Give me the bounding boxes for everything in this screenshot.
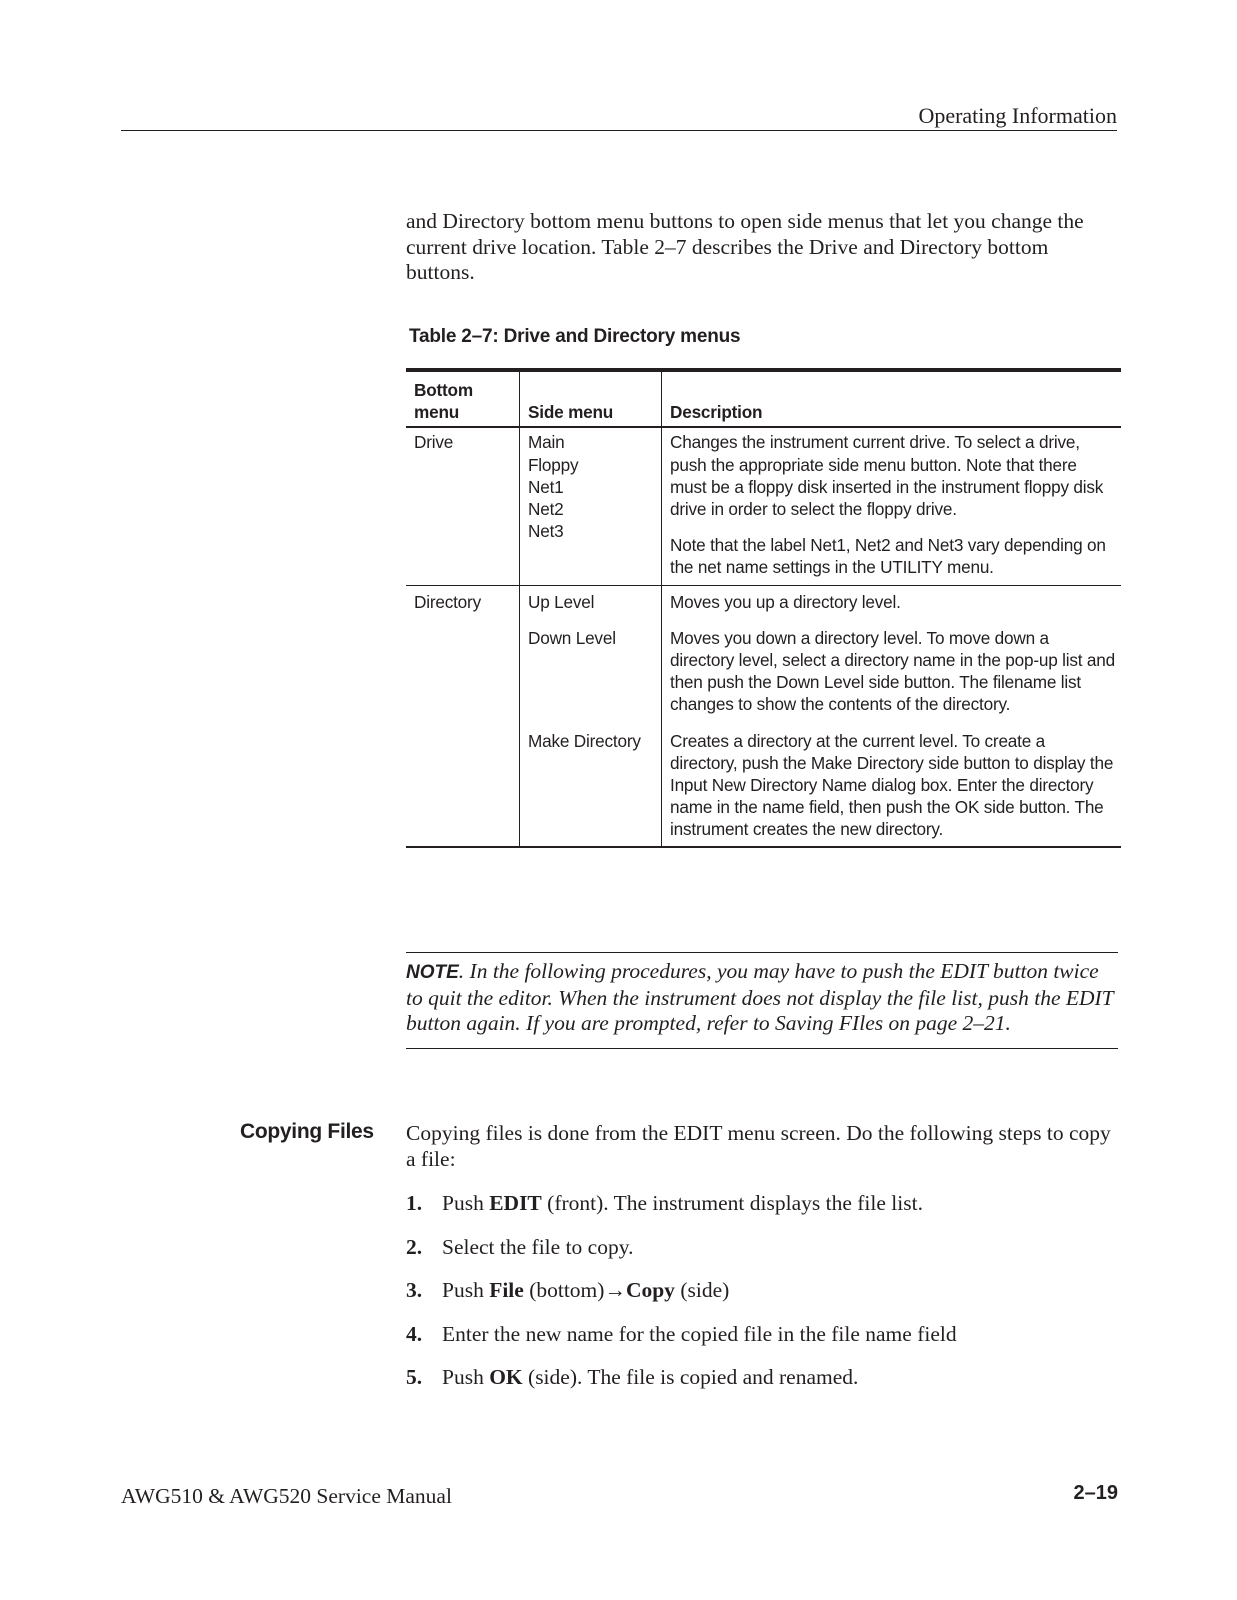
- step-keyword: OK: [489, 1365, 523, 1389]
- step-text-part: Select the file to copy.: [442, 1234, 634, 1259]
- cell-description: Moves you up a directory level.: [662, 585, 1122, 613]
- step-text: [442, 1277, 729, 1303]
- step-text-part: (side). The file is copied and renamed.: [522, 1365, 859, 1389]
- table-header-row: [406, 370, 1121, 427]
- side-item-net3: Net3: [528, 521, 564, 542]
- cell-description: Creates a directory at the current level. To create a directory, push the Make Directory side button to display the Input New Directory Name dialog box. Enter the directory name in the name field, then push the OK side button. The instrument creates the new directory.: [662, 716, 1122, 847]
- header-side-menu: Side menu: [520, 370, 662, 427]
- cell-side-menu: Make Directory: [520, 716, 662, 847]
- side-item-net1: Net1: [528, 476, 564, 497]
- note-label: NOTE: [406, 962, 459, 983]
- header-bottom-menu: [406, 370, 520, 427]
- cell-description: Moves you down a directory level. To move down a directory level, select a directory name in the pop-up list and then push the Down Level side button. The filename list changes to show the contents of the directory.: [662, 613, 1122, 716]
- step-number: 2.: [406, 1234, 423, 1259]
- step-text: [442, 1234, 633, 1260]
- table-row: [406, 716, 1121, 847]
- list-item: [406, 1364, 1118, 1408]
- step-text-part: Push: [442, 1278, 490, 1302]
- drive-directory-table: [406, 368, 1121, 848]
- list-item: [406, 1234, 1118, 1278]
- header-description: Description: [662, 370, 1122, 427]
- step-keyword: File: [489, 1278, 524, 1302]
- intro-paragraph: and Directory bottom menu buttons to open side menus that let you change the current drive location. Table 2–7 describes the Drive and Directory bottom buttons.: [406, 209, 1084, 284]
- table-row: [406, 613, 1121, 716]
- table-row: [406, 585, 1121, 613]
- cell-bottom-menu: [406, 716, 520, 847]
- list-item: [406, 1190, 1118, 1234]
- section-intro: Copying files is done from the EDIT menu screen. Do the following steps to copy a file:: [406, 1121, 1111, 1171]
- step-text-part: (front). The instrument displays the file list.: [541, 1191, 923, 1215]
- step-keyword: EDIT: [489, 1191, 542, 1215]
- cell-side-menu: Up Level: [520, 585, 662, 613]
- step-text-part: (side): [674, 1278, 730, 1302]
- side-item-floppy: Floppy: [528, 454, 579, 475]
- steps-list: [406, 1190, 1118, 1408]
- cell-side-menu: Down Level: [520, 613, 662, 716]
- side-item-main: Main: [528, 432, 565, 453]
- table-caption: Table 2–7: Drive and Directory menus: [409, 326, 741, 347]
- step-number: 4.: [406, 1321, 423, 1346]
- cell-bottom-menu: [406, 613, 520, 716]
- step-text: [442, 1364, 858, 1390]
- description-paragraph: Changes the instrument current drive. To select a drive, push the appropriate side menu button. Note that there must be a floppy disk inserted in the instrument floppy disk drive in order to select the floppy drive.: [670, 432, 1104, 520]
- section-heading: Copying Files: [240, 1120, 374, 1143]
- cell-bottom-menu: Directory: [406, 585, 520, 613]
- cell-bottom-menu: Drive: [414, 432, 454, 453]
- description-paragraph: Note that the label Net1, Net2 and Net3 vary depending on the net name settings in the UTILITY menu.: [670, 535, 1106, 578]
- table-row: [406, 427, 1121, 585]
- footer-manual-title: AWG510 & AWG520 Service Manual: [121, 1484, 452, 1508]
- running-header: Operating Information: [121, 102, 1117, 131]
- step-text: [442, 1321, 957, 1347]
- step-keyword: Copy: [625, 1278, 675, 1302]
- page-number: 2–19: [1073, 1482, 1118, 1504]
- step-text: [442, 1190, 923, 1216]
- step-number: 3.: [406, 1278, 423, 1302]
- cell-description: [662, 427, 1122, 585]
- step-text-part: Enter the new name for the copied file in the file name field: [442, 1321, 957, 1346]
- step-number: 1.: [406, 1191, 423, 1215]
- step-text-part: (bottom)→: [523, 1278, 626, 1302]
- step-number: 5.: [406, 1365, 423, 1389]
- list-item: [406, 1321, 1118, 1365]
- side-item-net2: Net2: [528, 499, 564, 520]
- header-bottom-line1: Bottom: [414, 380, 473, 400]
- note-text: . In the following procedures, you may have to push the EDIT button twice to quit the editor. When the instrument does not display the file list, push the EDIT button again. If you are prompted, refer to Saving FIles on page 2–21.: [406, 959, 1114, 1035]
- step-text-part: Push: [442, 1191, 490, 1215]
- note-box: [406, 952, 1118, 1049]
- step-text-part: Push: [442, 1365, 490, 1389]
- cell-side-menu: [520, 427, 662, 585]
- list-item: [406, 1277, 1118, 1321]
- header-bottom-line2: menu: [414, 402, 460, 423]
